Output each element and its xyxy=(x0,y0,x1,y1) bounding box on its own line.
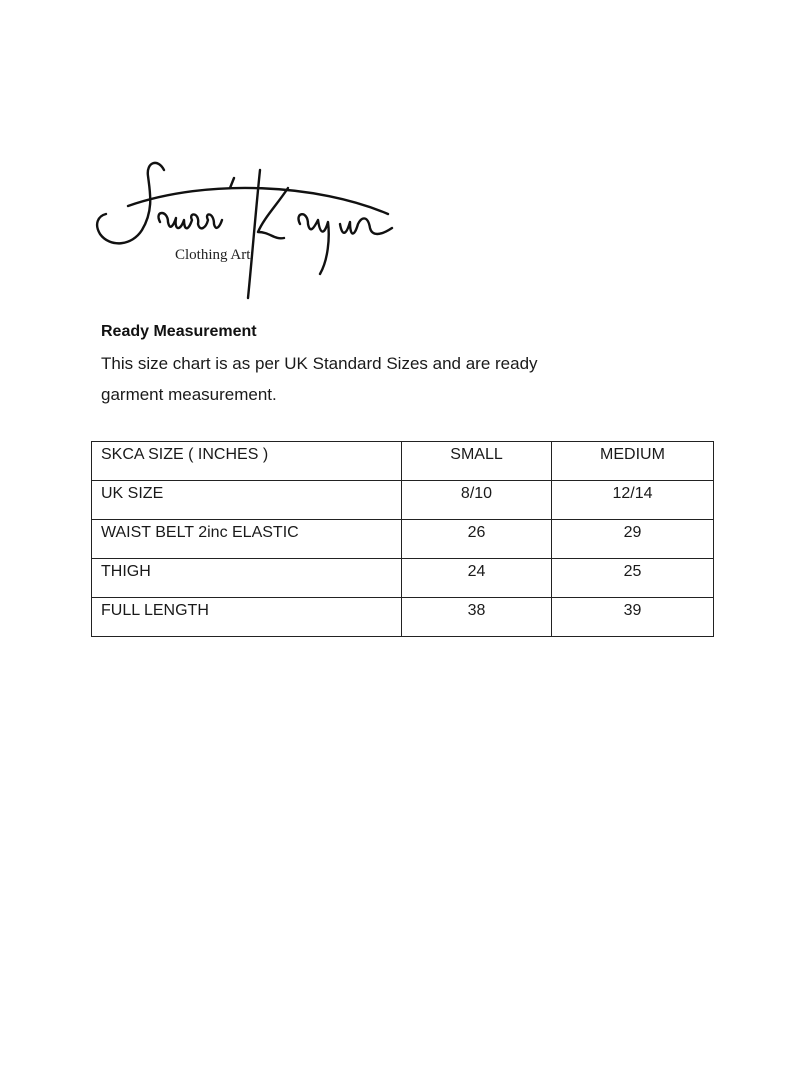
table-row xyxy=(92,598,714,637)
header-cell-size-label: SKCA SIZE ( INCHES ) xyxy=(92,442,402,481)
table-row xyxy=(92,481,714,520)
size-chart-table xyxy=(91,441,714,637)
cell-medium: 12/14 xyxy=(552,481,714,520)
cell-small: 38 xyxy=(402,598,552,637)
row-label: UK SIZE xyxy=(92,481,402,520)
intro-text: This size chart is as per UK Standard Sizes and are ready garment measurement. xyxy=(101,354,538,404)
signature-logo-icon xyxy=(88,148,418,308)
header-cell-small: SMALL xyxy=(402,442,552,481)
cell-medium: 25 xyxy=(552,559,714,598)
row-label: WAIST BELT 2inc ELASTIC xyxy=(92,520,402,559)
table-row xyxy=(92,520,714,559)
table-row xyxy=(92,559,714,598)
table-header-row xyxy=(92,442,714,481)
row-label: THIGH xyxy=(92,559,402,598)
brand-subtitle: Clothing Art xyxy=(175,247,251,263)
brand-logo xyxy=(88,148,418,308)
cell-small: 8/10 xyxy=(402,481,552,520)
cell-small: 26 xyxy=(402,520,552,559)
cell-medium: 29 xyxy=(552,520,714,559)
header-cell-medium: MEDIUM xyxy=(552,442,714,481)
row-label: FULL LENGTH xyxy=(92,598,402,637)
section-heading: Ready Measurement xyxy=(101,323,257,340)
cell-small: 24 xyxy=(402,559,552,598)
cell-medium: 39 xyxy=(552,598,714,637)
